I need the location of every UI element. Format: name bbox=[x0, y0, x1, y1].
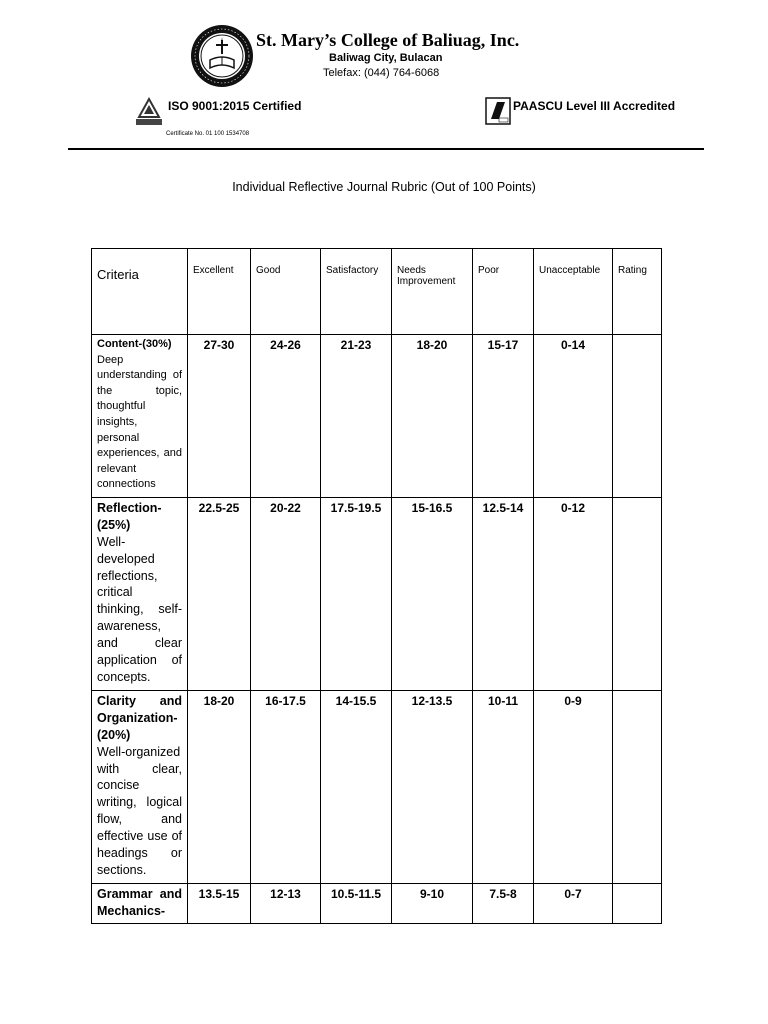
rubric-table bbox=[91, 248, 662, 924]
rating-cell bbox=[613, 884, 662, 924]
college-name: St. Mary’s College of Baliuag, Inc. bbox=[256, 30, 520, 50]
column-header-excellent: Excellent bbox=[188, 249, 251, 335]
criteria-cell bbox=[92, 498, 188, 691]
college-address: Baliwag City, Bulacan bbox=[329, 52, 443, 64]
score-good: 16-17.5 bbox=[251, 691, 321, 884]
college-telefax: Telefax: (044) 764-6068 bbox=[323, 67, 440, 79]
score-excellent: 18-20 bbox=[188, 691, 251, 884]
column-header-criteria: Criteria bbox=[92, 249, 188, 335]
score-satisfactory: 10.5-11.5 bbox=[321, 884, 392, 924]
table-row bbox=[92, 691, 662, 884]
score-unacceptable: 0-14 bbox=[534, 335, 613, 498]
criteria-title: Content-(30%) bbox=[97, 338, 172, 350]
column-header-rating: Rating bbox=[613, 249, 662, 335]
paascu-accredited-label: PAASCU Level III Accredited bbox=[513, 99, 676, 113]
criteria-cell bbox=[92, 691, 188, 884]
criteria-description: Well-organized with clear, concise writing, logical flow, and effective use of headings or sections. bbox=[97, 744, 182, 877]
score-good: 12-13 bbox=[251, 884, 321, 924]
score-poor: 7.5-8 bbox=[473, 884, 534, 924]
rating-cell bbox=[613, 691, 662, 884]
college-seal bbox=[190, 24, 254, 88]
score-poor: 12.5-14 bbox=[473, 498, 534, 691]
criteria-description: Well-developed reflections, critical thinking, self-awareness, and clear application of concepts. bbox=[97, 534, 182, 684]
table-row bbox=[92, 335, 662, 498]
score-satisfactory: 21-23 bbox=[321, 335, 392, 498]
iso-certified-label: ISO 9001:2015 Certified bbox=[168, 99, 302, 113]
score-poor: 15-17 bbox=[473, 335, 534, 498]
criteria-title: Reflection-(25%) bbox=[97, 501, 162, 532]
score-unacceptable: 0-12 bbox=[534, 498, 613, 691]
criteria-title: Grammar and Mechanics- bbox=[97, 887, 182, 918]
column-header-unacceptable: Unacceptable bbox=[534, 249, 613, 335]
score-excellent: 27-30 bbox=[188, 335, 251, 498]
criteria-title: Clarity and Organization-(20%) bbox=[97, 694, 182, 742]
paascu-logo-icon bbox=[485, 97, 511, 125]
score-satisfactory: 17.5-19.5 bbox=[321, 498, 392, 691]
score-excellent: 13.5-15 bbox=[188, 884, 251, 924]
score-good: 24-26 bbox=[251, 335, 321, 498]
score-needs-improvement: 12-13.5 bbox=[392, 691, 473, 884]
column-header-needs-improvement: Needs Improvement bbox=[392, 249, 473, 335]
score-excellent: 22.5-25 bbox=[188, 498, 251, 691]
score-good: 20-22 bbox=[251, 498, 321, 691]
column-header-poor: Poor bbox=[473, 249, 534, 335]
table-row bbox=[92, 884, 662, 924]
score-poor: 10-11 bbox=[473, 691, 534, 884]
certificate-number: Certificate No. 01 100 1534708 bbox=[166, 131, 250, 137]
criteria-cell bbox=[92, 884, 188, 924]
rating-cell bbox=[613, 335, 662, 498]
rubric-header-row bbox=[92, 249, 662, 335]
criteria-cell bbox=[92, 335, 188, 498]
score-needs-improvement: 9-10 bbox=[392, 884, 473, 924]
score-needs-improvement: 18-20 bbox=[392, 335, 473, 498]
column-header-satisfactory: Satisfactory bbox=[321, 249, 392, 335]
header-divider bbox=[68, 148, 704, 150]
rating-cell bbox=[613, 498, 662, 691]
document-title: Individual Reflective Journal Rubric (Out of 100 Points) bbox=[232, 180, 536, 194]
score-unacceptable: 0-7 bbox=[534, 884, 613, 924]
iso-certification-icon bbox=[134, 97, 164, 127]
score-satisfactory: 14-15.5 bbox=[321, 691, 392, 884]
criteria-description: Deep understanding of the topic, thoughtful insights, personal experiences, and relevant connections bbox=[97, 353, 182, 491]
score-needs-improvement: 15-16.5 bbox=[392, 498, 473, 691]
score-unacceptable: 0-9 bbox=[534, 691, 613, 884]
table-row bbox=[92, 498, 662, 691]
column-header-good: Good bbox=[251, 249, 321, 335]
